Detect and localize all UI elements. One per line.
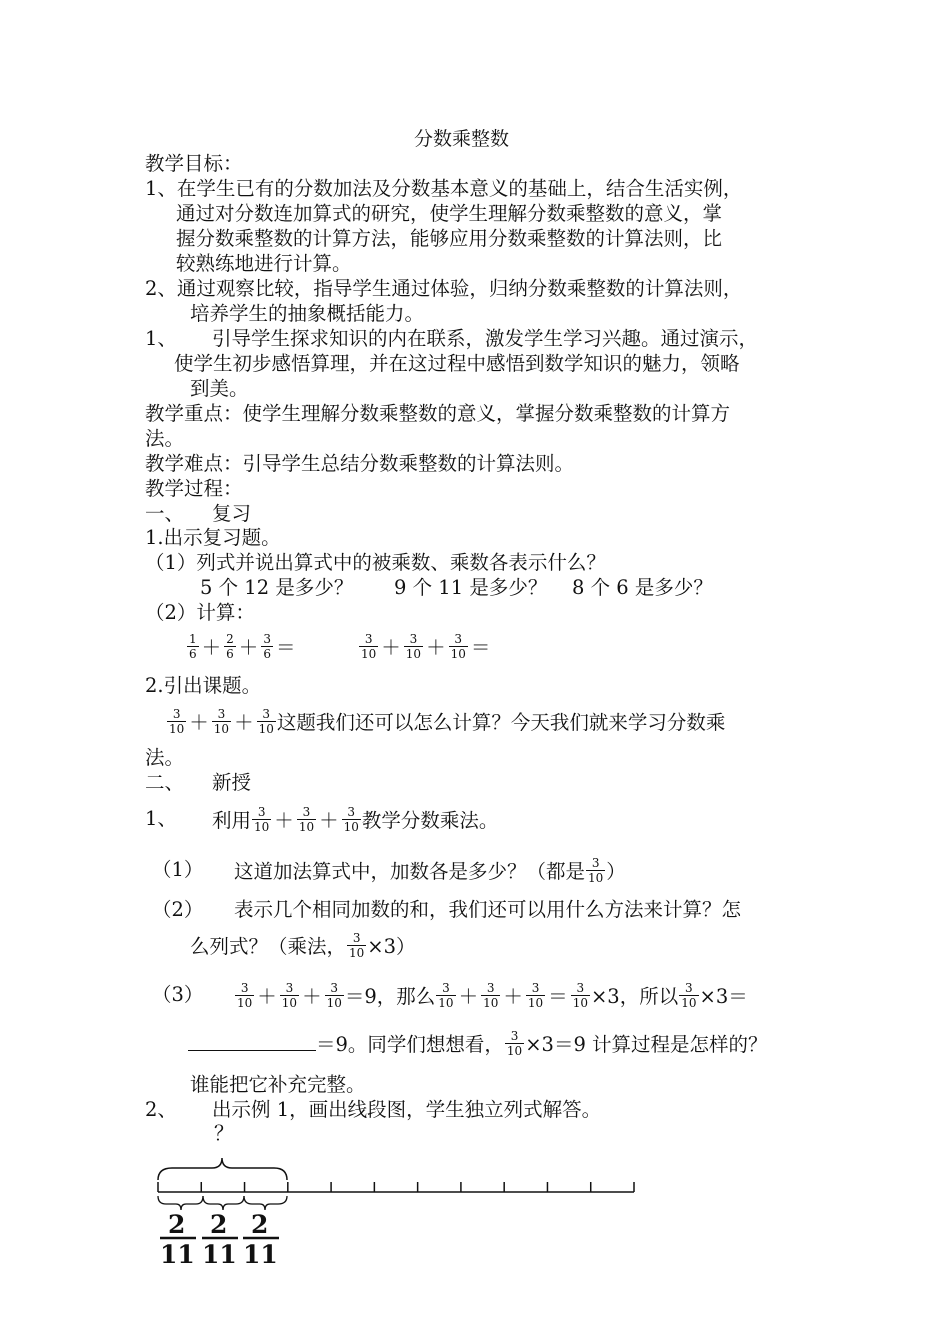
plus-sign: ＋ bbox=[201, 636, 222, 659]
key-point-line-2: 法。 bbox=[145, 427, 185, 450]
point-1: 这道加法算式中，加数各是多少？（都是 $\frac{3}{10}$ ） bbox=[234, 856, 626, 885]
fraction: $\frac{3}{10}$ bbox=[349, 931, 365, 960]
question-2: （2）计算： bbox=[145, 601, 255, 624]
question-1-item-3: 8 个 6 是多少？ bbox=[572, 576, 713, 599]
goal-2-line-1: 2、通过观察比较，指导学生通过体验，归纳分数乘整数的计算法则， bbox=[145, 277, 743, 300]
fraction: $\frac{3}{10}$ bbox=[450, 632, 466, 661]
top-brace bbox=[158, 1158, 287, 1180]
goal-3-number: 1、 bbox=[145, 327, 177, 350]
point-2-number: （2） bbox=[152, 898, 204, 921]
fraction: $\frac{3}{6}$ bbox=[263, 632, 271, 661]
intro-line-2: 法。 bbox=[145, 746, 185, 769]
plus-sign: ＋ bbox=[319, 809, 339, 832]
segment-fraction-1 bbox=[160, 1210, 196, 1269]
bottom-brace-2 bbox=[203, 1196, 244, 1210]
key-point-line-1: 教学重点：使学生理解分数乘整数的意义，掌握分数乘整数的计算方 bbox=[145, 402, 731, 425]
fraction: $\frac{3}{10}$ bbox=[343, 805, 359, 834]
plus-sign: ＋ bbox=[458, 985, 479, 1008]
plus-sign: ＋ bbox=[238, 636, 259, 659]
goal-3-line-3: 到美。 bbox=[190, 377, 249, 400]
question-1-item-1: 5 个 12 是多少？ bbox=[200, 576, 354, 599]
goal-1-line-2: 通过对分数连加算式的研究，使学生理解分数乘整数的意义，掌 bbox=[176, 202, 723, 225]
review-expression-2 bbox=[358, 634, 492, 663]
fraction: $\frac{3}{10}$ bbox=[483, 981, 499, 1010]
svg-text:2: 2 bbox=[168, 1210, 186, 1239]
plus-sign: ＋ bbox=[234, 711, 254, 734]
svg-text:11: 11 bbox=[160, 1240, 195, 1269]
point-1-number: （1） bbox=[152, 858, 204, 881]
diagram-question-mark: ？ bbox=[214, 1121, 234, 1145]
page-title: 分数乘整数 bbox=[414, 128, 510, 150]
svg-text:11: 11 bbox=[243, 1240, 278, 1269]
plus-sign: ＋ bbox=[257, 985, 277, 1008]
bottom-brace-1 bbox=[158, 1196, 203, 1210]
intro-title: 2.引出课题。 bbox=[145, 674, 262, 697]
fraction: $\frac{3}{10}$ bbox=[438, 981, 454, 1010]
point-3-line-1: $\frac{3}{10}$ ＋ $\frac{3}{10}$ ＋ $\frac{3}{10}$ ＝9，那么 $\frac{3}{10}$ ＋ $\frac{3}{10}$ ＋ $\frac{3}{10}$ ＝ $\frac{3}{10}$ ×3，所以 $\frac{3}{10}$ ×3＝ bbox=[237, 981, 748, 1010]
equals-sign: ＝ bbox=[470, 636, 491, 659]
fraction: $\frac{3}{10}$ bbox=[527, 981, 544, 1010]
goal-1-line-3: 握分数乘整数的计算方法，能够应用分数乘整数的计算法则，比 bbox=[176, 227, 723, 250]
point-3-line-2: ＝9。同学们想想看， $\frac{3}{10}$ ×3＝9 计算过程是怎样的？ bbox=[188, 1031, 768, 1060]
bottom-brace-3 bbox=[244, 1196, 287, 1210]
fraction: $\frac{3}{10}$ bbox=[254, 805, 270, 834]
goal-3-line-2: 使学生初步感悟算理，并在这过程中感悟到数学知识的魅力，领略 bbox=[174, 352, 740, 375]
fraction: $\frac{3}{10}$ bbox=[281, 981, 298, 1010]
equals-sign: ＝ bbox=[548, 985, 568, 1008]
goal-3-line-1: 引导学生探求知识的内在联系，激发学生学习兴趣。通过演示， bbox=[212, 327, 759, 350]
review-expression-1 bbox=[186, 634, 297, 663]
plus-sign: ＋ bbox=[274, 809, 294, 832]
fraction: $\frac{3}{10}$ bbox=[506, 1029, 523, 1058]
segment-ticks bbox=[158, 1182, 634, 1192]
equals-sign: ＝ bbox=[275, 636, 296, 659]
fraction: $\frac{3}{10}$ bbox=[681, 981, 697, 1010]
plus-sign: ＋ bbox=[426, 636, 446, 659]
new-item-1: 利用 $\frac{3}{10}$ ＋ $\frac{3}{10}$ ＋ $\frac{3}{10}$ 教学分数乘法。 bbox=[212, 805, 499, 834]
question-1-item-2: 9 个 11 是多少？ bbox=[394, 576, 548, 599]
difficulty: 教学难点：引导学生总结分数乘整数的计算法则。 bbox=[145, 452, 575, 475]
point-2-line-1: 表示几个相同加数的和，我们还可以用什么方法来计算？怎 bbox=[234, 898, 742, 921]
intro-line-1 bbox=[166, 709, 725, 738]
svg-text:11: 11 bbox=[202, 1240, 237, 1269]
new-item-1-number: 1、 bbox=[145, 807, 177, 830]
fill-in-blank[interactable] bbox=[188, 1032, 316, 1051]
new-item-2-number: 2、 bbox=[145, 1098, 177, 1121]
fraction: $\frac{3}{10}$ bbox=[258, 707, 274, 736]
plus-sign: ＋ bbox=[189, 711, 209, 734]
plus-sign: ＋ bbox=[302, 985, 322, 1008]
point-2-line-2: 么列式？（乘法， $\frac{3}{10}$ ×3） bbox=[190, 931, 416, 960]
fraction: $\frac{3}{10}$ bbox=[298, 805, 315, 834]
plus-sign: ＋ bbox=[381, 636, 401, 659]
goal-1-line-1: 1、在学生已有的分数加法及分数基本意义的基础上，结合生活实例， bbox=[145, 177, 743, 200]
fraction: $\frac{3}{10}$ bbox=[213, 707, 230, 736]
svg-text:2: 2 bbox=[251, 1210, 269, 1239]
fraction: $\frac{3}{10}$ bbox=[361, 632, 377, 661]
section-2-number: 二、 bbox=[145, 771, 185, 794]
section-1-number: 一、 bbox=[145, 502, 185, 525]
fraction: $\frac{3}{10}$ bbox=[326, 981, 342, 1010]
fraction: $\frac{2}{6}$ bbox=[226, 632, 234, 661]
fraction: $\frac{3}{10}$ bbox=[572, 981, 588, 1010]
point-3-number: （3） bbox=[152, 983, 204, 1006]
segment-fraction-2 bbox=[202, 1210, 238, 1269]
section-1-title: 复习 bbox=[212, 502, 252, 525]
point-3-line-3: 谁能把它补充完整。 bbox=[190, 1073, 366, 1096]
fraction: $\frac{1}{6}$ bbox=[189, 632, 197, 661]
goal-2-line-2: 培养学生的抽象概括能力。 bbox=[190, 302, 425, 325]
intro-text: 这题我们还可以怎么计算？今天我们就来学习分数乘 bbox=[276, 711, 726, 734]
goals-heading: 教学目标： bbox=[145, 152, 243, 175]
section-2-title: 新授 bbox=[212, 771, 252, 794]
goal-1-line-4: 较熟练地进行计算。 bbox=[176, 252, 352, 275]
review-title: 1.出示复习题。 bbox=[145, 526, 281, 549]
segment-fraction-3 bbox=[243, 1210, 279, 1269]
question-1: （1）列式并说出算式中的被乘数、乘数各表示什么？ bbox=[145, 551, 606, 574]
plus-sign: ＋ bbox=[503, 985, 523, 1008]
fraction: $\frac{3}{10}$ bbox=[169, 707, 185, 736]
fraction: $\frac{3}{10}$ bbox=[588, 856, 604, 885]
svg-text:2: 2 bbox=[210, 1210, 228, 1239]
new-item-2: 出示例 1，画出线段图，学生独立列式解答。 bbox=[212, 1098, 602, 1121]
fraction: $\frac{3}{10}$ bbox=[405, 632, 422, 661]
fraction: $\frac{3}{10}$ bbox=[237, 981, 253, 1010]
process-heading: 教学过程： bbox=[145, 477, 243, 500]
